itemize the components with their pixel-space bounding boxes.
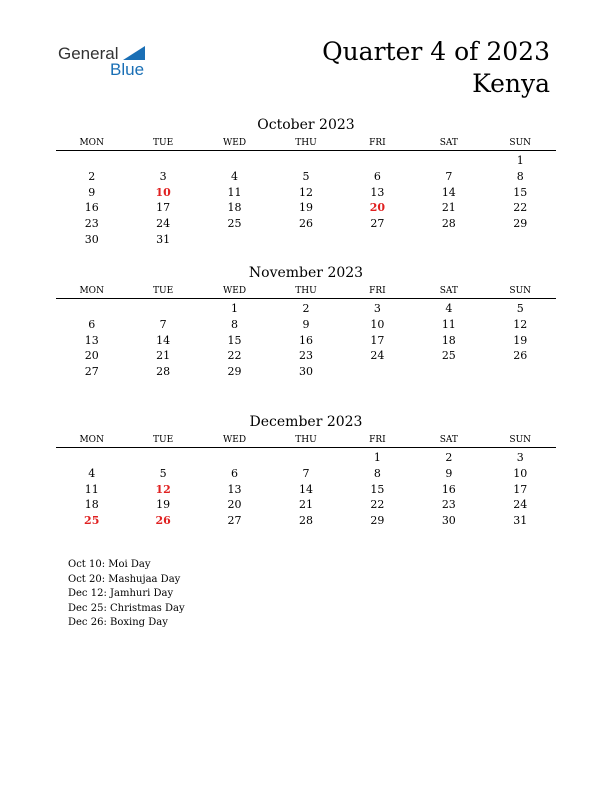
country-name: Kenya [472, 69, 550, 98]
weekday-header [56, 284, 556, 299]
weekday-label: THU [295, 286, 317, 296]
weekday-label: MON [79, 286, 104, 296]
day-cell: 3 [516, 451, 524, 464]
day-cell: 26 [298, 217, 313, 231]
day-cell: 24 [156, 217, 171, 231]
weekday-label: SUN [509, 435, 532, 445]
day-cell: 7 [445, 169, 453, 183]
day-cell: 24 [513, 498, 528, 512]
weekday-label: TUE [153, 286, 174, 296]
empty-day-cell [199, 450, 270, 466]
holiday-note: Oct 20: Mashujaa Day [68, 573, 181, 585]
day-cell: 24 [370, 349, 385, 363]
empty-day-cell [127, 153, 198, 169]
empty-day-cell [413, 153, 484, 169]
holiday-note: Dec 26: Boxing Day [68, 617, 168, 628]
day-cell: 21 [441, 201, 456, 215]
day-cell: 30 [298, 365, 313, 379]
page-title-block [322, 36, 550, 100]
day-cell: 15 [370, 482, 385, 496]
day-cell: 4 [445, 302, 453, 315]
holiday-day-cell: 20 [369, 201, 386, 215]
day-cell: 6 [231, 466, 239, 480]
logo-blue-text: Blue [110, 60, 145, 79]
day-cell: 11 [84, 482, 99, 496]
day-cell: 4 [231, 169, 239, 183]
day-cell: 16 [298, 333, 313, 347]
empty-day-cell [56, 153, 127, 169]
day-cell: 13 [370, 185, 385, 199]
page-title: Quarter 4 of 2023 [322, 37, 550, 66]
holiday-day-cell: 26 [155, 514, 171, 528]
weekday-label: MON [79, 138, 104, 148]
weekday-label: WED [223, 286, 247, 296]
holiday-day-cell: 25 [84, 514, 100, 528]
day-cell: 22 [513, 201, 528, 215]
day-cell: 9 [445, 466, 453, 480]
day-cell: 14 [441, 185, 456, 199]
weekday-label: FRI [369, 138, 386, 148]
day-cell: 18 [84, 498, 99, 512]
day-cell: 16 [441, 482, 456, 496]
day-cell: 11 [441, 317, 456, 331]
weekday-label: THU [295, 435, 317, 445]
weekday-label: SUN [509, 138, 532, 148]
month-title: November 2023 [248, 265, 364, 281]
day-cell: 17 [156, 201, 171, 215]
empty-day-cell [270, 153, 341, 169]
day-cell: 9 [302, 317, 310, 331]
weekday-label: TUE [153, 138, 174, 148]
empty-day-cell [342, 153, 413, 169]
day-cell: 2 [445, 451, 453, 464]
weekday-label: SUN [509, 286, 532, 296]
logo-triangle-icon [123, 46, 145, 60]
day-cell: 28 [156, 365, 171, 379]
day-grid [56, 450, 556, 529]
weekday-label: TUE [153, 435, 174, 445]
holiday-list [68, 558, 185, 631]
weekday-header [56, 433, 556, 448]
day-cell: 9 [88, 185, 96, 199]
day-cell: 30 [441, 514, 456, 528]
day-grid [56, 153, 556, 248]
month-november [56, 264, 556, 380]
day-cell: 12 [513, 317, 528, 331]
weekday-label: SAT [439, 286, 458, 296]
weekday-label: MON [79, 435, 104, 445]
day-cell: 23 [84, 217, 99, 231]
month-october [56, 116, 556, 248]
day-cell: 6 [88, 317, 96, 331]
day-cell: 5 [302, 169, 310, 183]
month-title: December 2023 [249, 414, 363, 430]
day-cell: 25 [227, 217, 242, 231]
day-cell: 17 [370, 333, 385, 347]
holiday-day-cell: 10 [155, 185, 171, 199]
empty-day-cell [56, 450, 127, 466]
day-cell: 14 [298, 482, 313, 496]
day-cell: 13 [84, 333, 99, 347]
day-cell: 16 [84, 201, 99, 215]
day-cell: 23 [298, 349, 313, 363]
month-december [56, 413, 556, 529]
holiday-note: Dec 25: Christmas Day [68, 602, 185, 614]
day-cell: 29 [513, 217, 528, 231]
day-cell: 1 [373, 451, 381, 464]
day-cell: 15 [513, 185, 528, 199]
day-cell: 21 [156, 349, 171, 363]
day-cell: 7 [159, 317, 167, 331]
empty-day-cell [127, 450, 198, 466]
day-cell: 15 [227, 333, 242, 347]
day-cell: 8 [373, 466, 381, 480]
logo [58, 44, 158, 80]
day-cell: 3 [159, 169, 167, 183]
day-cell: 27 [370, 217, 385, 231]
day-cell: 30 [84, 232, 99, 246]
day-cell: 29 [370, 514, 385, 528]
holiday-day-cell: 12 [155, 482, 171, 496]
day-cell: 27 [84, 365, 99, 379]
holiday-note: Dec 12: Jamhuri Day [68, 588, 174, 599]
empty-day-cell [199, 153, 270, 169]
weekday-label: WED [223, 138, 247, 148]
weekday-label: SAT [439, 435, 458, 445]
day-cell: 6 [373, 169, 381, 183]
day-cell: 4 [88, 466, 96, 480]
weekday-label: WED [223, 435, 247, 445]
day-cell: 18 [441, 333, 456, 347]
day-cell: 10 [370, 317, 385, 331]
day-cell: 2 [302, 302, 310, 315]
day-cell: 28 [441, 217, 456, 231]
day-cell: 22 [370, 498, 385, 512]
day-grid [56, 301, 556, 380]
day-cell: 14 [156, 333, 171, 347]
logo-general-text: General [58, 44, 119, 63]
day-cell: 1 [231, 302, 239, 315]
day-cell: 21 [298, 498, 313, 512]
day-cell: 5 [159, 466, 167, 480]
day-cell: 2 [88, 169, 96, 183]
day-cell: 31 [513, 514, 528, 528]
day-cell: 22 [227, 349, 242, 363]
weekday-label: FRI [369, 435, 386, 445]
weekday-label: SAT [439, 138, 458, 148]
day-cell: 19 [298, 201, 313, 215]
day-cell: 10 [513, 466, 528, 480]
empty-day-cell [270, 450, 341, 466]
day-cell: 13 [227, 482, 242, 496]
day-cell: 8 [231, 317, 239, 331]
day-cell: 20 [227, 498, 242, 512]
empty-day-cell [56, 301, 127, 317]
day-cell: 25 [441, 349, 456, 363]
day-cell: 18 [227, 201, 242, 215]
day-cell: 7 [302, 466, 310, 480]
day-cell: 26 [513, 349, 528, 363]
day-cell: 17 [513, 482, 528, 496]
day-cell: 19 [156, 498, 171, 512]
day-cell: 27 [227, 514, 242, 528]
day-cell: 28 [298, 514, 313, 528]
weekday-header [56, 136, 556, 151]
day-cell: 20 [84, 349, 99, 363]
month-title: October 2023 [257, 117, 355, 133]
day-cell: 1 [516, 154, 524, 167]
holiday-note: Oct 10: Moi Day [68, 559, 151, 570]
day-cell: 5 [516, 302, 524, 315]
weekday-label: FRI [369, 286, 386, 296]
day-cell: 29 [227, 365, 242, 379]
weekday-label: THU [295, 138, 317, 148]
day-cell: 8 [516, 169, 524, 183]
day-cell: 23 [441, 498, 456, 512]
day-cell: 3 [373, 302, 381, 315]
empty-day-cell [127, 301, 198, 317]
day-cell: 12 [298, 185, 313, 199]
day-cell: 19 [513, 333, 528, 347]
day-cell: 31 [156, 232, 171, 246]
day-cell: 11 [227, 185, 242, 199]
